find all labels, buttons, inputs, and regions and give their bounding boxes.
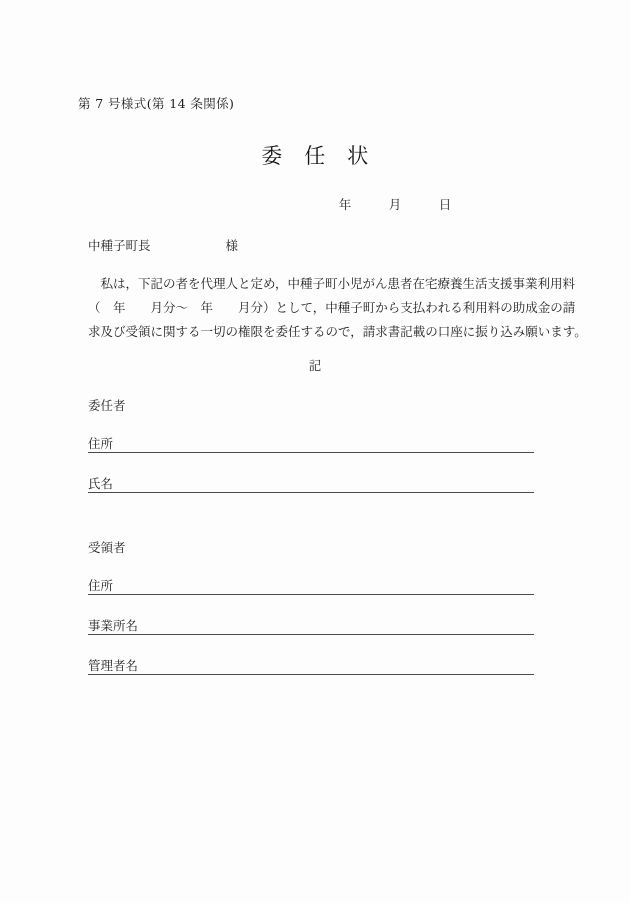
field-delegator-address[interactable] xyxy=(88,433,534,453)
section-heading-delegator: 委任者 xyxy=(88,398,126,413)
field-recipient-administrator-name[interactable] xyxy=(88,655,534,675)
body-line-3: 求及び受領に関する一切の権限を委任するので，請求書記載の口座に振り込み願います。 xyxy=(88,324,587,339)
field-recipient-address[interactable] xyxy=(88,575,534,595)
field-delegator-name[interactable] xyxy=(88,473,534,493)
form-number: 第 7 号様式(第 14 条関係) xyxy=(78,96,235,111)
body-line-1: 私は，下記の者を代理人と定め，中種子町小児がん患者在宅療養生活支援事業利用料 xyxy=(88,276,576,291)
field-label: 住所 xyxy=(88,578,114,593)
date-line: 年 月 日 xyxy=(338,197,452,212)
page-title: 委 任 状 xyxy=(261,144,369,168)
field-label: 事業所名 xyxy=(88,618,139,633)
field-recipient-office-name[interactable] xyxy=(88,615,534,635)
field-label: 管理者名 xyxy=(88,658,139,673)
section-heading-recipient: 受領者 xyxy=(88,540,126,555)
addressee-line: 中種子町長 様 xyxy=(88,238,239,253)
body-line-2: （ 年 月分〜 年 月分）として，中種子町から支払われる利用料の助成金の請 xyxy=(88,300,576,315)
field-label: 氏名 xyxy=(88,476,114,491)
field-label: 住所 xyxy=(88,436,114,451)
body-paragraph xyxy=(88,272,587,344)
note-marker: 記 xyxy=(308,358,322,373)
